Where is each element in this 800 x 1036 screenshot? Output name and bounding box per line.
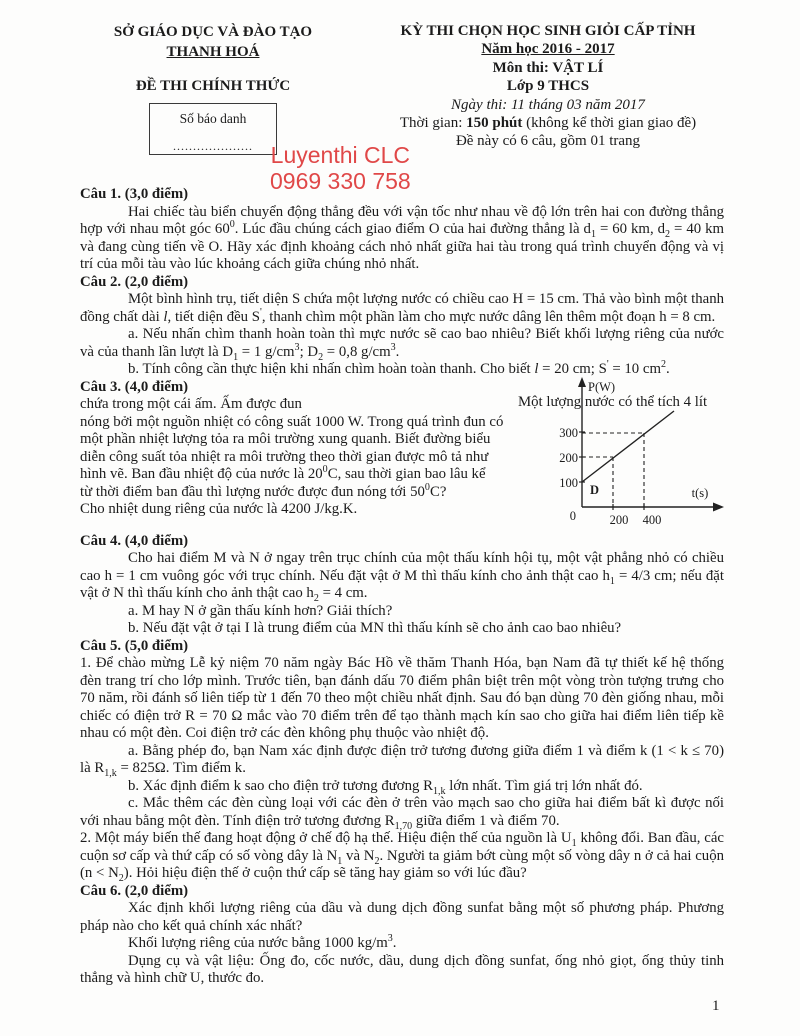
question-6-density-note: Khối lượng riêng của nước bằng 1000 $kg/m^3$.	[128, 933, 397, 951]
question-4	[80, 533, 724, 638]
question-4-part-a: a. M hay N ở gần thấu kính hơn? Giải thích?	[128, 602, 393, 619]
question-5-part-1: 1. Để chào mừng Lễ kỷ niệm 70 năm ngày Bác Hồ về thăm Thanh Hóa, bạn Nam đã tự thiết kế hệ thống đèn trang trí cho lớp mình. Trước tiên, bạn đánh dấu 70 điểm phân biệt trên một vòng tròn tượng trưng cho 70 năm, rồi đánh số liên tiếp từ 1 đến 70 theo một chiều nhất định. Sau đó bạn dùng 70 đèn giống nhau, mỗi chiếc có điện trở R = 70 Ω mắc vào 70 điểm trên để tạo thành mạch kín sao cho giữa hai điểm liên tiếp kề nhau có một đèn. Coi điện trở các đèn không phụ thuộc vào nhiệt độ.	[80, 655, 724, 741]
question-5-part-1b: b. Xác định điểm k sao cho điện trở tương đương $R_{1,k}$ lớn nhất. Tìm giá trị lớn nhất đó.	[128, 777, 643, 797]
power-line-series	[582, 411, 674, 482]
candidate-number-label: Số báo danh	[179, 111, 247, 126]
tick-marks	[579, 432, 644, 510]
watermark-brand: Luyenthi CLC	[270, 142, 411, 168]
question-6	[80, 883, 724, 988]
header-right	[352, 22, 744, 151]
question-2-part-b: b. Tính công cần thực hiện khi nhấn chìm hoàn toàn thanh. Cho biết l = 20 cm; S' = 10 $cm^2$.	[128, 359, 670, 377]
question-3-text-line: Cho nhiệt dung riêng của nước là 4200 J/kg.K.	[80, 501, 358, 517]
question-6-text: Xác định khối lượng riêng của dầu và dung dịch đồng sunfat bằng một số phương pháp. Phương pháp nào cho kết quả chính xác nhất?	[80, 900, 724, 934]
question-3-heading: Câu 3. (4,0 điểm)	[80, 378, 189, 395]
question-5	[80, 638, 724, 883]
x-axis-label: t(s)	[691, 485, 709, 500]
question-4-text: Cho hai điểm M và N ở ngay trên trục chính của một thấu kính hội tụ, một vật phẳng nhỏ có chiều cao h = 1 cm vuông góc với trục chính. Nếu đặt vật ở M thì thấu kính cho ảnh thật cao $h_1 = 4/3$ cm; nếu đặt vật ở N thì thấu kính cho ảnh thật cao $h_2 = 4$ cm.	[80, 550, 724, 604]
question-5-part-2: 2. Một máy biến thế đang hoạt động ở chế độ hạ thế. Hiệu điện thế của nguồn là $U_1$ không đổi. Ban đầu, các cuộn sơ cấp và thứ cấp có số vòng dây là $N_1$ và $N_2$. Người ta giảm bớt cùng một số vòng dây n ở cả hai cuộn $(n < N_2)$. Hỏi hiệu điện thế ở cuộn thứ cấp sẽ tăng hay giảm so với lúc đầu?	[80, 830, 724, 884]
duration-line	[352, 114, 744, 132]
page-number: 1	[712, 998, 720, 1014]
question-4-part-b: b. Nếu đặt vật ở tại I là trung điểm của MN thì thấu kính sẽ cho ảnh cao bao nhiêu?	[128, 620, 622, 636]
question-2-heading: Câu 2. (2,0 điểm)	[80, 273, 189, 290]
exam-title: KỲ THI CHỌN HỌC SINH GIỎI CẤP TỈNH	[400, 23, 696, 39]
page-count-note: Đề này có 6 câu, gồm 01 trang	[455, 133, 641, 150]
question-3-text-line: từ thời điểm ban đầu thì lượng nước được đun nóng tới $50^0C$?	[80, 481, 447, 500]
question-1-text: Hai chiếc tàu biển chuyển động thẳng đều với vận tốc như nhau về độ lớn trên hai con đường thẳng hợp với nhau một góc $60^0$. Lúc đầu chúng cách giao điểm O của hai đường thẳng là $d_1 = 60$ km, $d_2 = 40$ km và đang cùng tiến về O. Hãy xác định khoảng cách nhỏ nhất giữa hai tàu trong quá trình chuyển động và vị trí của mỗi tàu vào lúc khoảng cách giữa chúng nhỏ nhất.	[80, 203, 724, 272]
y-tick-300: 300	[559, 425, 578, 440]
question-3-text-line: nóng bởi một nguồn nhiệt có công suất 1000 W. Trong quá trình đun có	[80, 413, 504, 430]
exam-date: Ngày thi: 11 tháng 03 năm 2017	[451, 96, 645, 113]
question-5-part-1c: c. Mắc thêm các đèn cùng loại với các đèn ở trên vào mạch sao cho giữa hai điểm bất kì được nối với nhau bằng một đèn. Tính điện trở tương đương $R_{1,70}$ giữa điểm 1 và điểm 70.	[80, 795, 724, 832]
y-axis-arrow-icon	[578, 377, 586, 387]
y-tick-100: 100	[559, 475, 578, 490]
question-3-text-line: một phần nhiệt lượng tỏa ra môi trường xung quanh. Biết đường biểu	[80, 431, 491, 447]
question-2-part-a: a. Nếu nhấn chìm thanh hoàn toàn thì mực nước sẽ cao bao nhiêu? Biết khối lượng riêng của nước và của thanh lần lượt là $D_1 = 1$ $g/cm^3$; $D_2 = 0,8$ $g/cm^3$.	[80, 326, 724, 363]
question-3-text-line: hình vẽ. Ban đầu nhiệt độ của nước là $20^0C$, sau thời gian bao lâu kể	[80, 464, 486, 482]
origin-label: 0	[569, 508, 576, 523]
duration-suffix: (không kể thời gian giao đề)	[522, 115, 697, 132]
duration-value: 150 phút	[466, 115, 523, 132]
question-5-part-1a: a. Bằng phép đo, bạn Nam xác định được điện trở tương đương giữa điểm 1 và điểm k (1 < k ≤ 70) là $R_{1,k} = 825\Omega$. Tìm điểm k.	[80, 742, 724, 779]
candidate-number-dotted-line: ....................	[173, 139, 253, 153]
question-6-equipment-note: Dụng cụ và vật liệu: Ống đo, cốc nước, dầu, dung dịch đồng sunfat, ống nhỏ giọt, ống thủy tinh thẳng và hình chữ U, thước đo.	[80, 952, 724, 986]
watermark	[270, 142, 411, 194]
question-1-heading: Câu 1. (3,0 điểm)	[80, 186, 189, 202]
x-axis-arrow-icon	[713, 502, 724, 511]
watermark-phone: 0969 330 758	[270, 168, 411, 194]
question-6-heading: Câu 6. (2,0 điểm)	[80, 882, 189, 899]
duration-prefix: Thời gian:	[399, 115, 467, 132]
header-left	[78, 22, 348, 155]
x-tick-400: 400	[642, 512, 662, 527]
question-5-heading: Câu 5. (5,0 điểm)	[80, 637, 189, 654]
subject-line: Môn thi: VẬT LÍ	[492, 59, 604, 76]
point-d-label: D	[590, 482, 600, 497]
exam-body	[80, 186, 724, 988]
grade-line: Lớp 9 THCS	[506, 78, 590, 95]
question-3-text-line: chứa trong một cái ấm. Ấm được đun	[80, 396, 302, 412]
question-3	[80, 378, 724, 527]
question-4-heading: Câu 4. (4,0 điểm)	[80, 532, 189, 549]
question-1	[80, 186, 724, 274]
exam-status: ĐỀ THI CHÍNH THỨC	[135, 78, 291, 94]
school-year: Năm học 2016 - 2017	[481, 41, 615, 58]
question-3-intro-line: Một lượng nước có thể tích 4 lít	[518, 393, 708, 410]
x-tick-200: 200	[609, 512, 629, 527]
question-2	[80, 274, 724, 379]
issuing-department: SỞ GIÁO DỤC VÀ ĐÀO TẠO	[113, 24, 313, 40]
question-2-text: Một bình hình trụ, tiết diện S chứa một lượng nước có chiều cao H = 15 cm. Thả vào bình một thanh đồng chất dài l, tiết diện đều S', thanh chìm một phần làm cho mực nước dâng lên thêm một đoạn h = 8 cm.	[80, 291, 724, 325]
question-3-text-line: diễn công suất tỏa nhiệt ra môi trường theo thời gian được mô tả như	[80, 448, 489, 465]
y-tick-200: 200	[559, 450, 578, 465]
candidate-number-box	[149, 103, 277, 155]
y-axis-label: P(W)	[588, 379, 616, 394]
issuing-province: THANH HOÁ	[166, 44, 260, 60]
